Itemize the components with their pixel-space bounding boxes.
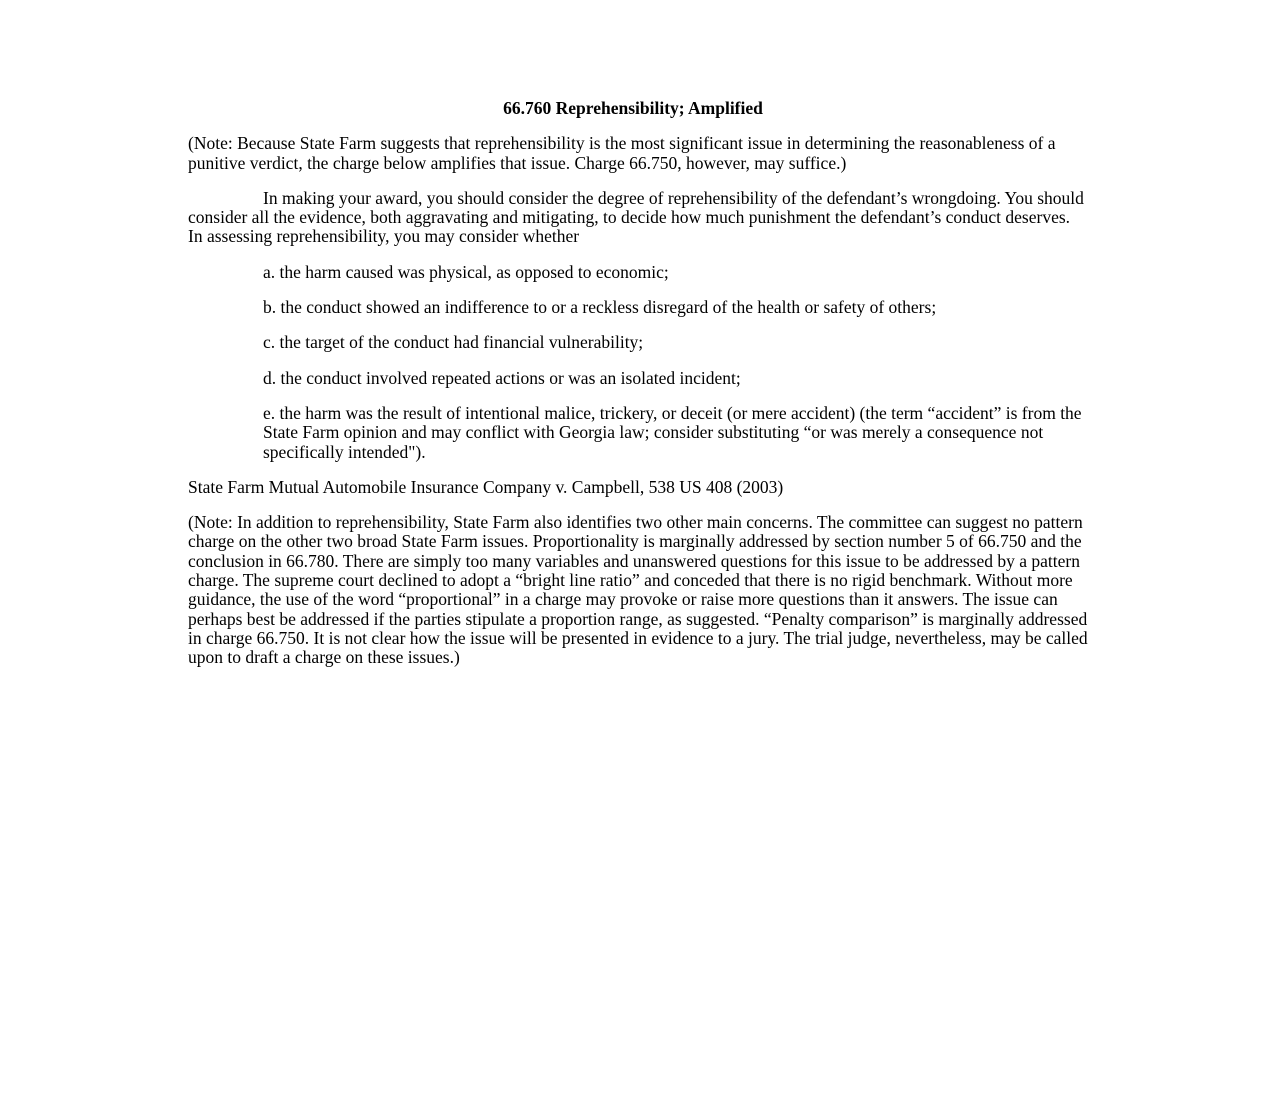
list-item-c: c. the target of the conduct had financial vulnerability; <box>263 332 644 353</box>
charge-paragraph: In making your award, you should consider the degree of reprehensibility of the defendant’s wrongdoing. You should consider all the evidence, both aggravating and mitigating, to decide how much punishment the defendant’s conduct deserves. In assessing reprehensibility, you may consider whether <box>188 187 1084 247</box>
document-title: 66.760 Reprehensibility; Amplified <box>503 98 763 118</box>
case-citation: State Farm Mutual Automobile Insurance Company v. Campbell, 538 US 408 (2003) <box>188 476 784 497</box>
closing-note: (Note: In addition to reprehensibility, State Farm also identifies two other main concerns. The committee can suggest no pattern charge on the other two broad State Farm issues. Proportionality is marginally addressed by section number 5 of 66.750 and the conclusion in 66.780. There are simply too many variables and unanswered questions for this issue to be addressed by a pattern charge. The supreme court declined to adopt a “bright line ratio” and conceded that there is no rigid benchmark. Without more guidance, the use of the word “proportional” in a charge may provoke or raise more questions than it answers. The issue can perhaps best be addressed if the parties stipulate a proportion range, as suggested. “Penalty comparison” is marginally addressed in charge 66.750. It is not clear how the issue will be presented in evidence to a jury. The trial judge, nevertheless, may be called upon to draft a charge on these issues.) <box>188 512 1088 668</box>
list-item-d: d. the conduct involved repeated actions or was an isolated incident; <box>263 367 741 388</box>
intro-note: (Note: Because State Farm suggests that reprehensibility is the most significant issue in determining the reasonableness of a punitive verdict, the charge below amplifies that issue. Charge 66.750, however, may suffice.) <box>188 133 1056 173</box>
list-item-b: b. the conduct showed an indifference to or a reckless disregard of the health or safety of others; <box>263 297 937 318</box>
document-page <box>188 99 1088 684</box>
list-item-e: e. the harm was the result of intentional malice, trickery, or deceit (or mere accident) (the term “accident” is from the State Farm opinion and may conflict with Georgia law; consider substituting “or was merely a consequence not specifically intended"). <box>263 402 1082 462</box>
list-item-a: a. the harm caused was physical, as opposed to economic; <box>263 261 669 282</box>
